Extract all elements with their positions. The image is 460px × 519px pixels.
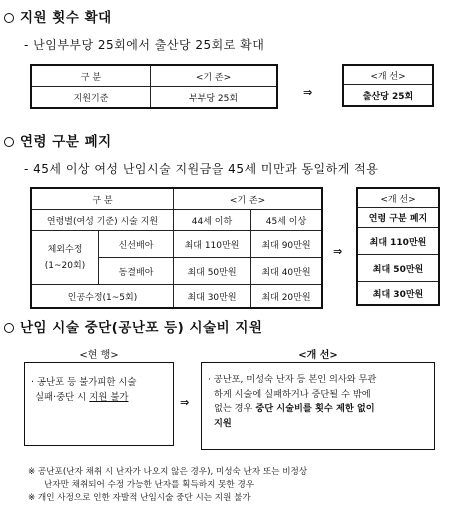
after-line-1: · 공난포, 미성숙 난자 등 본인 의사와 무관: [208, 374, 377, 385]
table-cell-after: 최대 110만원: [357, 228, 439, 255]
after-line-3-bold: 중단 시술비를 횟수 제한 없이: [255, 403, 375, 414]
table-cell-label: 신선배아: [99, 231, 174, 258]
section-3-heading: [4, 316, 262, 336]
table-cell-after: 최대 50만원: [357, 255, 439, 282]
table-header-category: 구 분: [31, 188, 174, 210]
after-header: <개 선>: [298, 350, 338, 361]
note-1-line-2: 난자만 채취되어 수정 가능한 난자를 획득하지 못한 경우: [44, 480, 255, 490]
after-line-4: 지원: [214, 417, 232, 429]
table-cell-after: 출산당 25회: [343, 85, 433, 107]
section-2-table-after: [356, 187, 440, 306]
table-header-before: <기 존>: [174, 188, 323, 210]
note-1-line-1: ※ 공난포(난자 채취 시 난자가 나오지 않은 경우), 미성숙 난자 또는 비정상: [28, 467, 308, 477]
arrow-icon: ⇒: [180, 396, 190, 409]
before-header: <현 행>: [79, 350, 119, 361]
table-cell: 최대 110만원: [174, 231, 251, 258]
table-cell: 최대 50만원: [174, 258, 251, 285]
table-cell: 최대 90만원: [251, 231, 323, 258]
group-label-line-2: (1~20회): [44, 260, 86, 271]
section-2-subtitle: - 45세 이상 여성 난임시술 지원금을 45세 미만과 동일하게 적용: [24, 162, 379, 176]
circle-bullet-icon: [4, 323, 14, 333]
table-cell-label: 동결배아: [99, 258, 174, 285]
table-cell-after: 연령 구분 폐지: [357, 208, 439, 228]
table-cell-label: 지원기준: [31, 87, 151, 109]
section-2-title: 연령 구분 폐지: [20, 134, 112, 150]
arrow-icon: ⇒: [333, 245, 343, 258]
section-1-title: 지원 횟수 확대: [20, 10, 112, 26]
group-label-line-1: 체외수정: [47, 244, 83, 255]
section-1-table-before: [30, 64, 278, 109]
table-cell: 최대 20만원: [251, 285, 323, 309]
table-cell: 44세 이하: [174, 210, 251, 231]
table-header-after: <개 선>: [357, 188, 439, 208]
circle-bullet-icon: [4, 137, 14, 147]
table-cell: 최대 30만원: [174, 285, 251, 309]
table-cell-group-label: [31, 231, 99, 285]
section-1-table-after: [342, 64, 434, 107]
section-2-table-before: [30, 187, 323, 309]
table-cell-before: 부부당 25회: [151, 87, 278, 109]
arrow-icon: ⇒: [303, 86, 313, 99]
before-line-2: [31, 390, 173, 405]
after-line-2: 하게 시술에 실패하거나 중단될 수 밖에: [214, 388, 371, 400]
note-2: ※ 개인 사정으로 인한 자발적 난임시술 중단 시는 지원 불가: [28, 493, 251, 503]
table-cell: 45세 이상: [251, 210, 323, 231]
after-line-3-text: 없는 경우: [214, 403, 256, 414]
section-1-heading: [4, 6, 112, 26]
section-3-title: 난임 시술 중단(공난포 등) 시술비 지원: [20, 320, 263, 336]
before-line-2-underline: 지원 불가: [89, 392, 129, 403]
notes: [28, 466, 448, 505]
table-header-category: 구 분: [31, 65, 151, 87]
circle-bullet-icon: [4, 13, 14, 23]
section-1-subtitle: - 난임부부당 25회에서 출산당 25회로 확대: [24, 38, 265, 52]
after-box: [201, 362, 435, 450]
section-2-heading: [4, 130, 112, 150]
table-cell-label: 연령별(여성 기준) 시술 지원: [31, 210, 174, 231]
table-header-after: <개 선>: [343, 65, 433, 85]
table-cell-label: 인공수정(1~5회): [31, 285, 174, 309]
before-box: [24, 362, 174, 446]
table-cell: 최대 40만원: [251, 258, 323, 285]
before-line-2-text: 실패·중단 시: [35, 392, 90, 403]
table-header-before: <기 존>: [151, 65, 278, 87]
before-line-1: · 공난포 등 불가피한 시술: [31, 377, 137, 388]
after-line-3: [208, 402, 434, 417]
table-cell-after: 최대 30만원: [357, 282, 439, 306]
